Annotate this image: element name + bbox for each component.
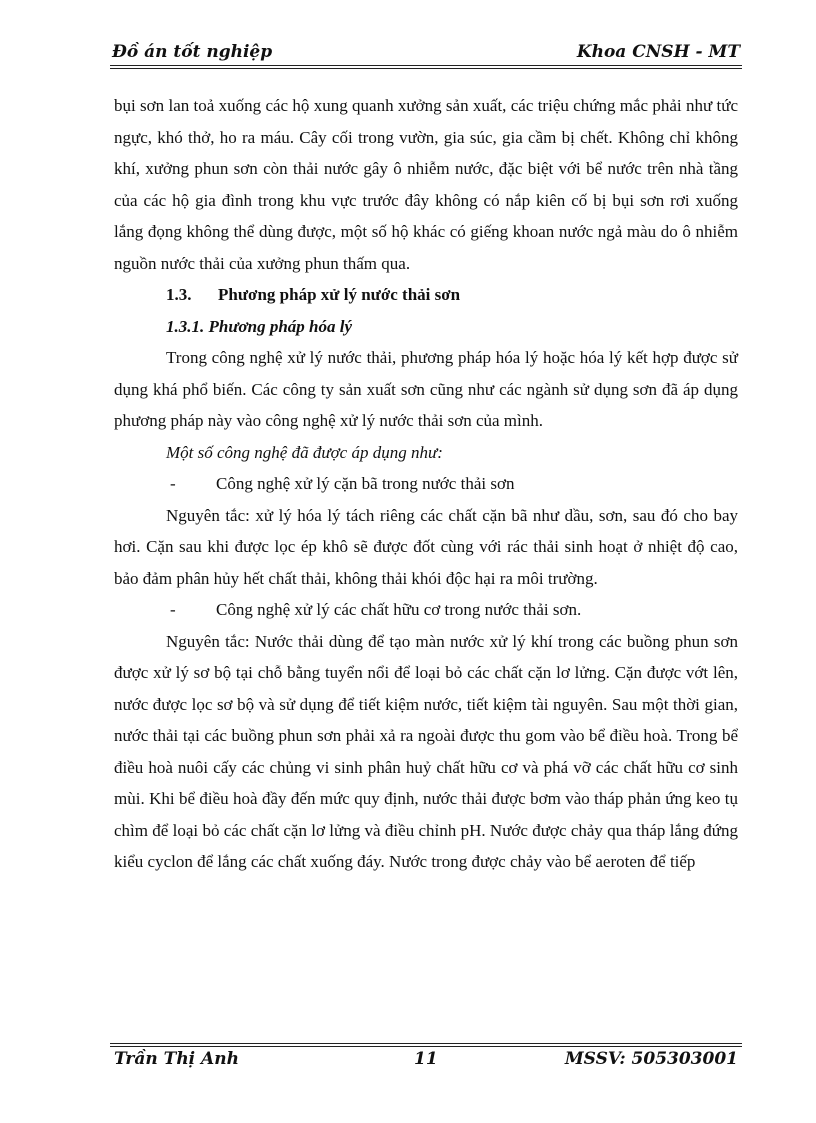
italic-intro: Một số công nghệ đã được áp dụng như: [166,442,443,462]
bullet-dash: - [170,600,176,619]
bullet-item-2 [114,594,738,626]
section-title: Phương pháp xử lý nước thải sơn [218,285,461,304]
subsection-heading: 1.3.1. Phương pháp hóa lý [166,316,353,336]
paragraph-4: Nguyên tắc: Nước thải dùng để tạo màn nước xử lý khí trong các buồng phun sơn được xử lý sơ bộ tại chỗ bằng tuyển nổi để loại bỏ các chất cặn lơ lửng. Cặn được vớt lên, nước được lọc sơ bộ và sử dụng để tiết kiệm nước, tiết kiệm tài nguyên. Sau một thời gian, nước thải tại các buồng phun sơn phải xả ra ngoài được thu gom vào bể điều hoà. Trong bể điều hoà nuôi cấy các chủng vi sinh phân huỷ chất hữu cơ và phá vỡ các chất hữu cơ sinh mùi. Khi bể điều hoà đầy đến mức quy định, nước thải được bơm vào tháp phản ứng keo tụ chìm để loại bỏ các chất cặn lơ lửng và điều chỉnh pH. Nước được chảy qua tháp lắng đứng kiểu cyclon để lắng các chất xuống đáy. Nước trong được chảy vào bể aeroten để tiếp [114,631,738,871]
footer-rule [110,1043,742,1047]
footer-student-id: MSSV: 505303001 [564,1049,738,1069]
paragraph-1: bụi sơn lan toả xuống các hộ xung quanh xưởng sản xuất, các triệu chứng mắc phải như tức ngực, khó thở, ho ra máu. Cây cối trong vườn, gia súc, gia cầm bị chết. Không chỉ không khí, xưởng phun sơn còn thải nước gây ô nhiễm nước, đặc biệt với bể nước trên nhà tầng của các hộ gia đình trong khu vực trước đây không có nắp kiên cố bị bụi sơn rơi xuống lắng đọng không thể dùng được, một số hộ khác có giếng khoan nước ngả màu do ô nhiễm nguồn nước thải của xưởng phun thấm qua. [114,96,738,273]
page-header [112,42,740,66]
header-title: Đồ án tốt nghiệp [112,42,273,62]
section-heading [114,279,738,311]
header-department: Khoa CNSH - MT [576,42,740,62]
section-number: 1.3. [166,285,192,304]
page-number: 11 [414,1049,438,1069]
footer-author: Trần Thị Anh [114,1049,239,1069]
bullet-item-1 [114,468,738,500]
page-footer [114,1049,738,1073]
paragraph-2: Trong công nghệ xử lý nước thải, phương pháp hóa lý hoặc hóa lý kết hợp được sử dụng khá phổ biến. Các công ty sản xuất sơn cũng như các ngành sử dụng sơn đã áp dụng phương pháp này vào công nghệ xử lý nước thải sơn của mình. [114,348,738,430]
bullet-dash: - [170,474,176,493]
header-rule [110,65,742,69]
bullet-text: Công nghệ xử lý các chất hữu cơ trong nước thải sơn. [216,600,582,619]
paragraph-3: Nguyên tắc: xử lý hóa lý tách riêng các chất cặn bã như dầu, sơn, sau đó cho bay hơi. Cặn sau khi được lọc ép khô sẽ được đốt cùng với rác thải sinh hoạt ở nhiệt độ cao, bảo đảm phân hủy hết chất thải, không thải khói độc hại ra môi trường. [114,505,738,588]
bullet-text: Công nghệ xử lý cặn bã trong nước thải sơn [216,474,515,493]
page-content [114,90,738,878]
